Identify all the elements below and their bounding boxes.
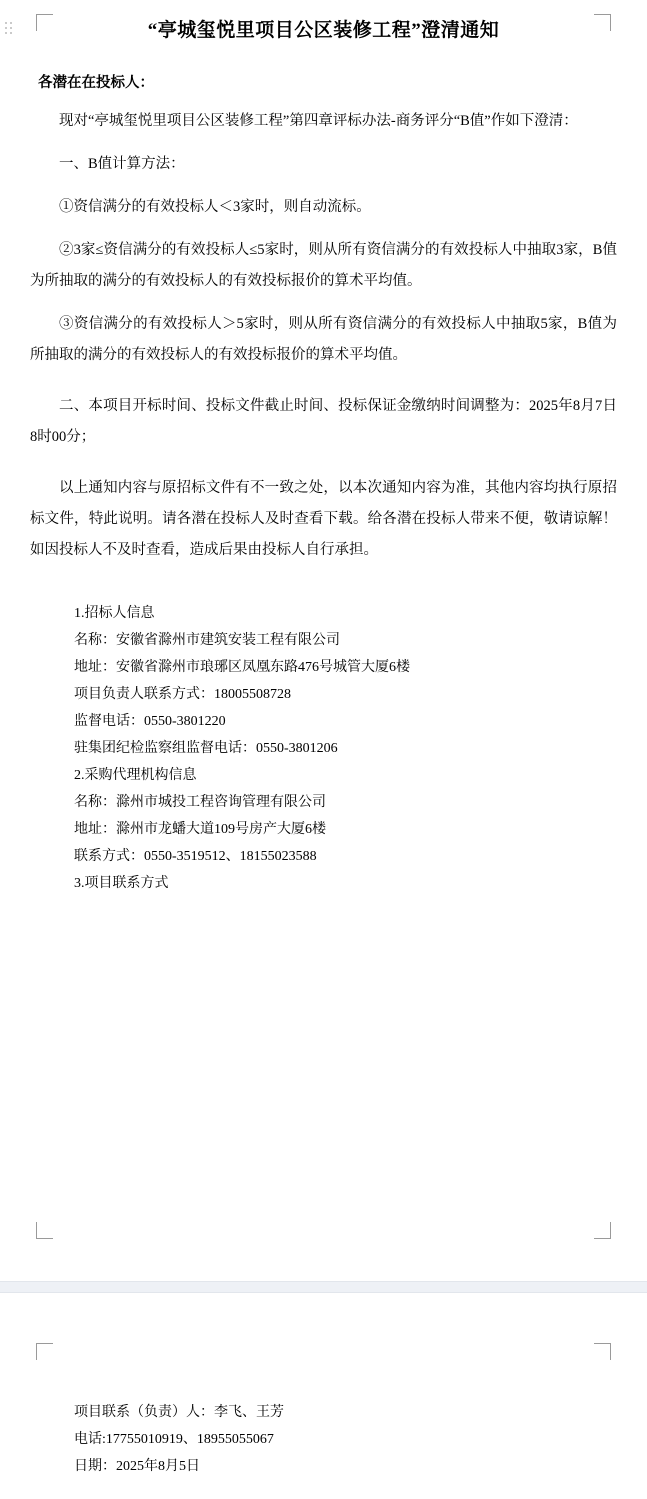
paragraph-intro: 现对“亭城玺悦里项目公区装修工程”第四章评标办法-商务评分“B值”作如下澄清： [59, 113, 578, 129]
agency-contact: 联系方式：0550-3519512、18155023588 [74, 849, 317, 864]
page-separator-band [0, 1281, 647, 1293]
crop-mark-p2-top-right [594, 1343, 611, 1360]
supervision-phone: 监督电话：0550-3801220 [74, 714, 226, 729]
project-contact-phone: 电话:17755010919、18955055067 [74, 1432, 274, 1447]
crop-mark-bottom-left [36, 1222, 53, 1239]
document-date: 日期：2025年8月5日 [74, 1459, 200, 1474]
section3-heading: 3.项目联系方式 [74, 876, 169, 891]
tenderer-address: 地址：安徽省滁州市琅琊区凤凰东路476号城管大厦6楼 [74, 660, 410, 675]
page-separator [0, 1253, 647, 1339]
section1-heading: 1.招标人信息 [74, 606, 155, 621]
salutation: 各潜在在投标人： [38, 75, 154, 91]
paragraph-rule-1: ①资信满分的有效投标人＜3家时，则自动流标。 [59, 199, 371, 215]
paragraph-section-one: 一、B值计算方法： [59, 156, 185, 172]
discipline-supervision-phone: 驻集团纪检监察组监督电话：0550-3801206 [74, 741, 338, 756]
paragraph-section-two: 二、本项目开标时间、投标文件截止时间、投标保证金缴纳时间调整为：2025年8月7日8时00分； [30, 398, 617, 445]
tenderer-name: 名称：安徽省滁州市建筑安装工程有限公司 [74, 633, 340, 648]
paragraph-rule-2: ②3家≤资信满分的有效投标人≤5家时，则从所有资信满分的有效投标人中抽取3家，B值为所抽取的满分的有效投标人的有效投标报价的算术平均值。 [30, 242, 617, 289]
crop-mark-p2-top-left [36, 1343, 53, 1360]
tenderer-manager-phone: 项目负责人联系方式：18005508728 [74, 687, 291, 702]
crop-mark-bottom-right [594, 1222, 611, 1239]
project-contact-person: 项目联系（负责）人：李飞、王芳 [74, 1405, 284, 1420]
agency-name: 名称：滁州市城投工程咨询管理有限公司 [74, 795, 326, 810]
section2-heading: 2.采购代理机构信息 [74, 768, 197, 783]
project-contact-block [74, 1339, 647, 1480]
paragraph-rule-3: ③资信满分的有效投标人＞5家时，则从所有资信满分的有效投标人中抽取5家，B值为所抽取的满分的有效投标人的有效投标报价的算术平均值。 [30, 316, 617, 363]
document-body [0, 16, 647, 897]
paragraph-notice: 以上通知内容与原招标文件有不一致之处，以本次通知内容为准，其他内容均执行原招标文件，特此说明。请各潜在投标人及时查看下载。给各潜在投标人带来不便，敬请谅解！如因投标人不及时查看，造成后果由投标人自行承担。 [30, 480, 617, 558]
contact-info-block [74, 600, 617, 897]
document-page-2 [0, 1339, 647, 1499]
page-title: “亭城玺悦里项目公区装修工程”澄清通知 [147, 20, 500, 41]
agency-address: 地址：滁州市龙蟠大道109号房产大厦6楼 [74, 822, 326, 837]
